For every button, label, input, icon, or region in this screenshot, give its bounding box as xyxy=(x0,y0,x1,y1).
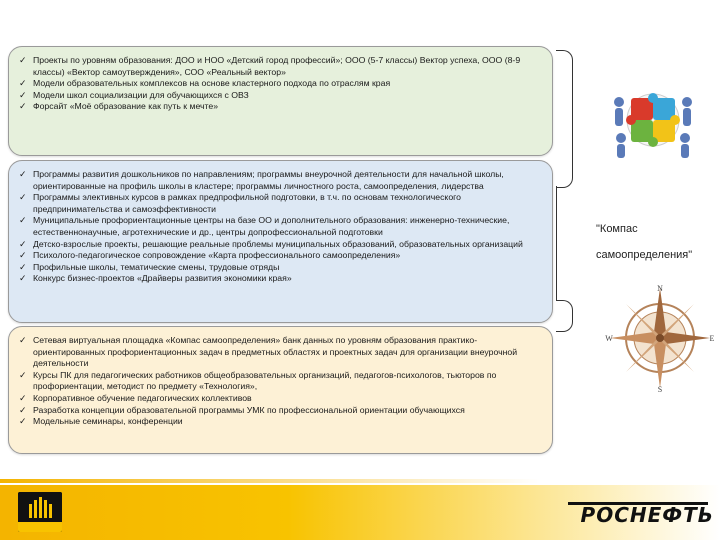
checkmark-icon: ✓ xyxy=(19,55,27,65)
list-item xyxy=(19,90,544,102)
checkmark-icon: ✓ xyxy=(19,78,27,89)
list-item-text: Программы элективных курсов в рамках предпрофильной подготовки, в т.ч. по основам технологического предпринимательства и самоэффективности xyxy=(33,192,461,214)
list-item xyxy=(19,78,544,90)
checkmark-icon: ✓ xyxy=(19,215,27,226)
compass-rose-icon xyxy=(604,282,716,394)
list-item xyxy=(19,273,544,285)
checkmark-icon: ✓ xyxy=(19,335,27,345)
list-item xyxy=(19,370,544,393)
list-item-text: Корпоративное обучение педагогических коллективов xyxy=(33,392,252,403)
list-item-text: Разработка концепции образовательной программы УМК по профессиональной ориентации обучающихся xyxy=(33,404,465,415)
list-item xyxy=(19,55,544,78)
compass-w-label: W xyxy=(605,334,613,343)
puzzle-people-image xyxy=(607,80,699,160)
list-item xyxy=(19,262,544,274)
bracket-connector xyxy=(556,50,573,188)
checkmark-icon: ✓ xyxy=(19,392,27,403)
list-item-text: Курсы ПК для педагогических работников общеобразовательных организаций, педагогов-психологов, тьюторов по профориентации, методист по предмету «Технология», xyxy=(33,369,497,392)
list-item-text: Проекты по уровням образования: ДОО и НОО «Детский город профессий»; ООО (5-7 классы) Вектор успеха, ООО (8-9 классы) «Вектор самоутверждения», СОО «Реальный вектор» xyxy=(33,55,521,77)
list-item-text: Программы развития дошкольников по направлениям; программы внеурочной деятельности для начальной школы, ориентированные на профиль школы в кластере; программы личностного роста, самоопределения, лидерства xyxy=(33,169,504,191)
kompas-title: "Компас самоопределения" xyxy=(596,223,693,261)
rosneft-logo-icon xyxy=(18,492,62,532)
list-item-text: Муниципальные профориентационные центры на базе ОО и дополнительного образования: инженерно-технические, естественнонаучные, агротехнические и др., центры допрофессиональной подготовки xyxy=(33,215,510,237)
checkmark-icon: ✓ xyxy=(19,273,27,284)
checkmark-icon: ✓ xyxy=(19,416,27,427)
compass-e-label: E xyxy=(709,334,715,343)
bracket-stem xyxy=(556,186,557,300)
list-item-text: Профильные школы, тематические смены, трудовые отряды xyxy=(33,261,280,272)
list-item-text: Психолого-педагогическое сопровождение «Карта профессионального самоопределения» xyxy=(33,250,401,261)
list-item xyxy=(19,239,544,251)
panel-network-platform xyxy=(8,326,553,454)
list-item xyxy=(19,215,544,238)
checkmark-icon: ✓ xyxy=(19,369,27,380)
list-item xyxy=(19,192,544,215)
list-item-text: Сетевая виртуальная площадка «Компас самоопределения» банк данных по уровням образования практико-ориентированных профориентационных задач в предметных областях и проектных задач для организации внеурочной деятельности xyxy=(33,335,518,369)
checkmark-icon: ✓ xyxy=(19,238,27,249)
list-item-text: Конкурс бизнес-проектов «Драйверы развития экономики края» xyxy=(33,273,292,284)
bracket-connector xyxy=(556,300,573,332)
list-item xyxy=(19,416,544,428)
compass-s-label: S xyxy=(657,385,663,394)
checkmark-icon: ✓ xyxy=(19,89,27,100)
list-item xyxy=(19,169,544,192)
checkmark-icon: ✓ xyxy=(19,404,27,415)
checkmark-icon: ✓ xyxy=(19,101,27,112)
list-item-text: Модели образовательных комплексов на основе кластерного подхода по отраслям края xyxy=(33,78,391,89)
list-item xyxy=(19,335,544,370)
brand-name: РОСНЕФТЬ xyxy=(580,503,714,527)
compass-n-label: N xyxy=(657,284,663,293)
list-item-text: Модельные семинары, конференции xyxy=(33,416,183,427)
list-item xyxy=(19,250,544,262)
checkmark-icon: ✓ xyxy=(19,261,27,272)
list-item xyxy=(19,393,544,405)
list-item-text: Детско-взрослые проекты, решающие реальные проблемы муниципальных образований, образовательных организаций xyxy=(33,238,523,249)
list-item xyxy=(19,405,544,417)
list-item xyxy=(19,101,544,113)
panel-programs xyxy=(8,160,553,323)
panel-education-projects xyxy=(8,46,553,156)
checkmark-icon: ✓ xyxy=(19,250,27,261)
list-item-text: Форсайт «Моё образование как путь к мечте» xyxy=(33,101,219,112)
list-item-text: Модели школ социализации для обучающихся с ОВЗ xyxy=(33,89,249,100)
footer-stripe xyxy=(0,479,720,483)
checkmark-icon: ✓ xyxy=(19,192,27,203)
checkmark-icon: ✓ xyxy=(19,169,27,179)
